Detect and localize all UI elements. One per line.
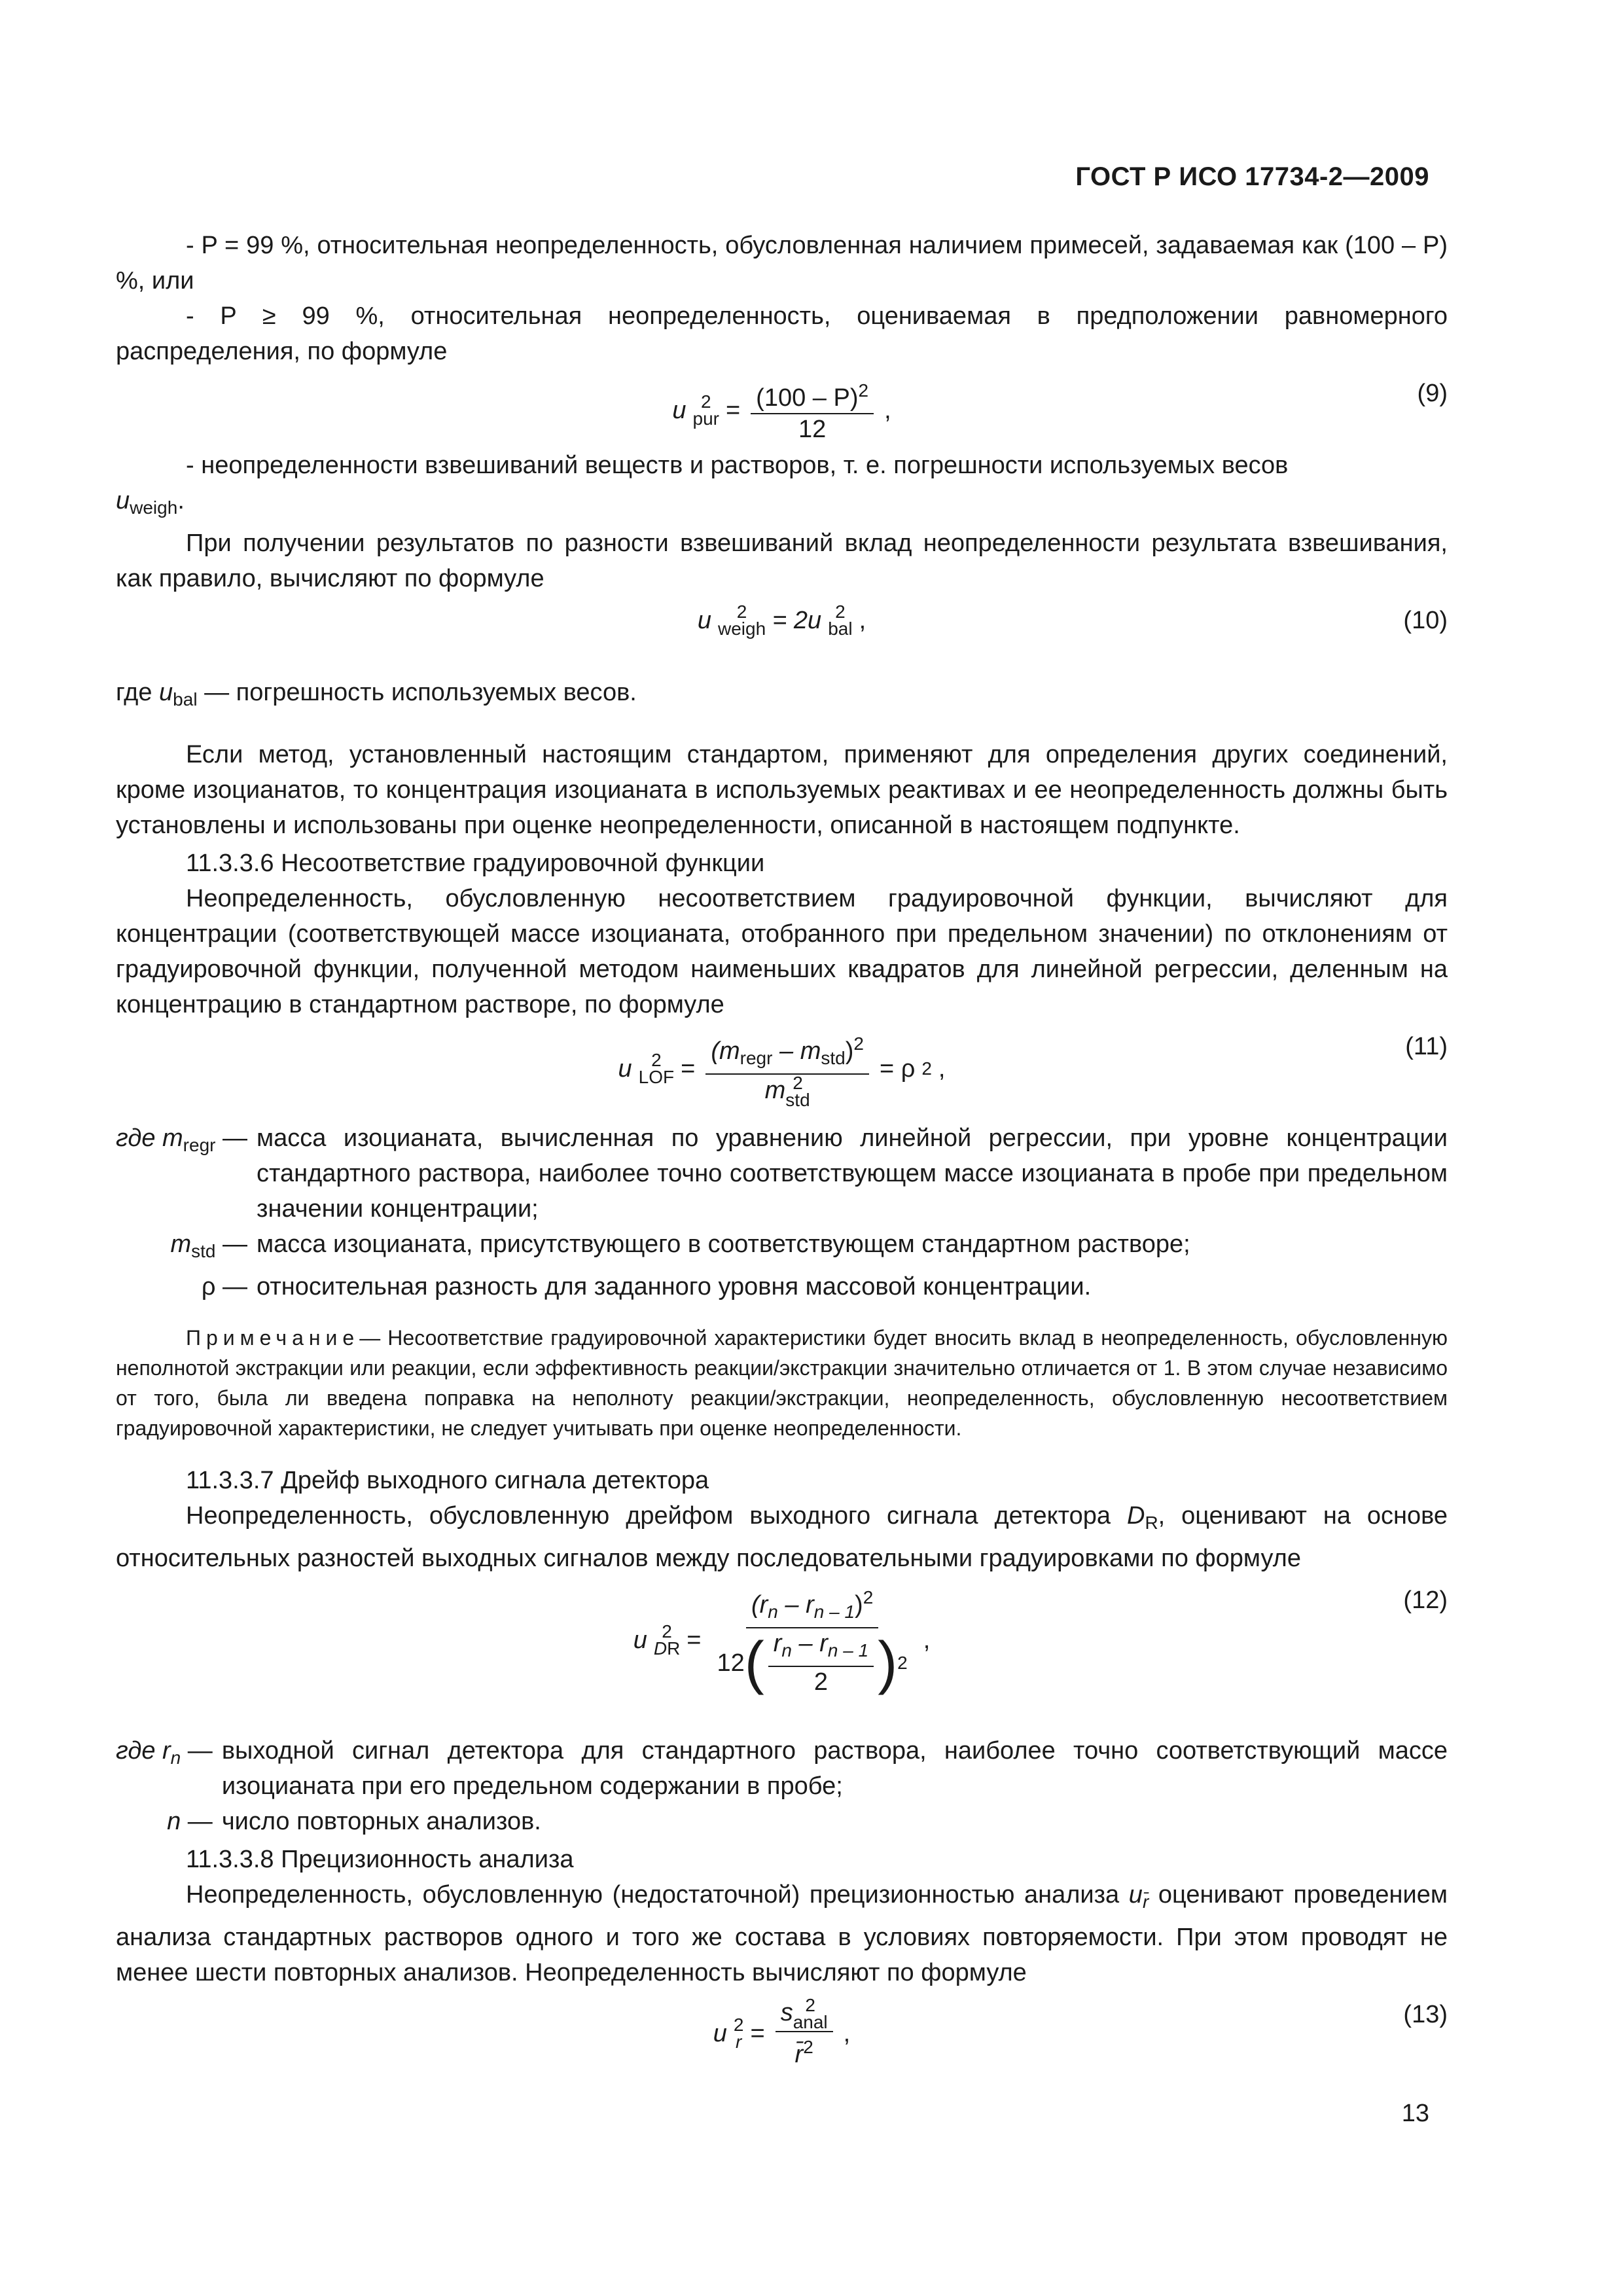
def-desc-n: число повторных анализов.	[221, 1808, 541, 1835]
formula-13-fraction: s 2 anal r̄$^2$	[776, 1997, 833, 2070]
formula-12-num-mid: – r	[777, 1591, 814, 1619]
def-term-rho: ρ —	[201, 1273, 248, 1300]
formula-13-lhs: u	[713, 2019, 727, 2047]
formula-9-fraction: $\frac{(100 - P)^2}{12}$	[751, 376, 874, 444]
def-desc-rho: относительная разность для заданного уровня массовой концентрации.	[257, 1273, 1092, 1300]
drift-var: D	[1126, 1502, 1145, 1530]
formula-9-lhs: u	[672, 396, 687, 424]
def-term-mregr: где $m_{regr}$ —	[116, 1124, 248, 1155]
def-desc-rn: выходной сигнал детектора для стандартного раствора, наиболее точно соответствующий массе изоцианата при его предельном содержании в пробе;	[221, 1737, 1448, 1800]
def-desc-mregr: масса изоцианата, вычисленная по уравнению линейной регрессии, при уровне концентрации стандартного раствора, наиболее точно соответствующем массе изоцианата в пробе при предельном значении концентрации;	[257, 1124, 1448, 1223]
paragraph-weighing-uncertainty	[116, 448, 1448, 483]
formula-9-lhs-sub: pur	[692, 408, 719, 429]
page-number: 13	[1401, 2100, 1429, 2127]
drift-sub: R	[1145, 1513, 1158, 1533]
def-term-rn-text: где r	[116, 1737, 171, 1765]
formula-13-den: r̄	[794, 2041, 804, 2068]
formula-13-number: (13)	[1403, 2001, 1448, 2028]
ubal-desc: — погрешность используемых весов.	[197, 679, 637, 706]
formula-11-lhs-sub: LOF	[638, 1067, 675, 1087]
formula-12-lhs: u	[633, 1626, 647, 1654]
formula-9-number: (9)	[1417, 380, 1448, 407]
ubal-sub: bal	[173, 689, 198, 709]
formula-13	[116, 1997, 1448, 2082]
note-text: — Несоответствие градуировочной характеристики будет вносить вклад в неопределенность, обусловленную неполнотой экстракции или реакции, если эффективность реакции/экстракции значительно отличается от 1. В этом случае независимо от того, была ли введена поправка на неполноту реакции/экстракции, неопределенность, обусловленную несоответствием градуировочной характеристики, не следует учитывать при оценке неопределенности.	[116, 1326, 1448, 1440]
precision-prefix: Неопределенность, обусловленную (недостаточной) прецизионностью анализа	[186, 1881, 1129, 1909]
formula-12-fraction: $(r_n - r_{n - 1})^2$ 12 ( $\frac{r_n - r_{n - 1}}{2}$ ) 2	[712, 1583, 913, 1697]
formula-10-rhs: = 2u	[772, 607, 822, 634]
def-term-n-text: n	[167, 1808, 181, 1835]
weighing-tail-sub: weigh	[130, 497, 178, 518]
formula-11-fraction: $(m_{regr} - m_{std})^2$ m 2 std	[705, 1029, 869, 1109]
formula-10-lhs: u	[697, 607, 711, 634]
definitions-formula-11	[116, 1121, 1448, 1304]
section-11-3-3-7-title: 11.3.3.7 Дрейф выходного сигнала детектора	[186, 1467, 709, 1494]
formula-11-num-a: (m	[711, 1037, 740, 1065]
note-label: Примечание	[186, 1326, 360, 1350]
def-term-rn-sub: n	[170, 1748, 181, 1768]
paragraph-lof: Неопределенность, обусловленную несоответствием градуировочной функции, вычисляют для концентрации (соответствующей массе изоцианата, отобранного при предельном значении) по отклонениям от градуировочной функции, полученной методом наименьших квадратов для линейной регрессии, деленным на концентрацию в стандартном растворе, по формуле	[116, 885, 1448, 1018]
def-term-n: n —	[167, 1808, 213, 1835]
def-term-mstd-sub: std	[191, 1241, 216, 1261]
formula-12-lhs-subsub: R	[667, 1638, 681, 1659]
precision-var: u	[1128, 1881, 1143, 1909]
formula-12-number: (12)	[1403, 1587, 1448, 1614]
formula-11-den: m	[764, 1077, 786, 1105]
section-11-3-3-6-title: 11.3.3.6 Несоответствие градуировочной функции	[186, 850, 765, 877]
paragraph-precision	[116, 1877, 1448, 1990]
formula-13-expression: u 2 r = s 2 anal r̄$^2$ ,	[713, 1995, 851, 2068]
formula-13-lhs-sub: r	[736, 2031, 742, 2052]
formula-12-num-end: )	[855, 1591, 863, 1619]
formula-11-num-b-sub: std	[821, 1048, 846, 1068]
formula-12	[116, 1583, 1448, 1727]
paragraph-purity-99: - P = 99 %, относительная неопределенность, обусловленная наличием примесей, задаваемая как (100 – P) %, или	[116, 232, 1448, 295]
formula-11-number: (11)	[1405, 1033, 1448, 1060]
formula-11-num-a-sub: regr	[740, 1048, 773, 1068]
page-content	[116, 228, 1448, 2089]
formula-10-number: (10)	[1403, 607, 1448, 634]
formula-12-num: (r	[751, 1591, 768, 1619]
paragraph-ubal-definition	[116, 675, 1448, 717]
formula-12-num-sub2: n – 1	[813, 1602, 855, 1622]
formula-12-inner-num: r	[773, 1630, 782, 1657]
formula-12-inner-sub2: n – 1	[827, 1640, 869, 1660]
definitions-formula-12	[116, 1733, 1448, 1839]
formula-13-num-sub: anal	[793, 2012, 828, 2032]
def-term-mregr-sub: regr	[183, 1135, 216, 1155]
formula-11-num-b: – m	[772, 1037, 821, 1065]
paragraph-weighing-text: - неопределенности взвешиваний веществ и растворов, т. е. погрешности используемых весов	[186, 452, 1289, 479]
formula-12-lhs-sub: D	[653, 1638, 668, 1659]
formula-10-rhs-sub: bal	[828, 619, 853, 639]
formula-11-lhs: u	[618, 1055, 632, 1083]
formula-12-den-pre: 12	[717, 1649, 745, 1677]
def-term-rn: где $r_n$ —	[116, 1737, 213, 1768]
formula-12-inner-den: 2	[813, 1668, 829, 1696]
def-term-mstd: $m_{std}$ —	[170, 1230, 248, 1261]
precision-sub: r̄	[1142, 1892, 1149, 1912]
paragraph-drift	[116, 1498, 1448, 1576]
def-term-mregr-text: где m	[116, 1124, 183, 1152]
document-header: ГОСТ Р ИСО 17734-2—2009	[1075, 162, 1429, 191]
formula-9-expression: u 2 pur = $\frac{(100 - P)^2}{12}$ ,	[672, 376, 891, 444]
formula-9	[116, 376, 1448, 441]
precision-suffix: оценивают проведением анализа стандартных растворов одного и того же состава в условиях повторяемости. При этом проводят не менее шести повторных анализов. Неопределенность вычисляют по формуле	[116, 1881, 1448, 1986]
formula-13-num: s	[780, 1999, 793, 2027]
def-desc-mstd: масса изоцианата, присутствующего в соответствующем стандартном растворе;	[257, 1230, 1190, 1258]
formula-10-lhs-sub: weigh	[718, 619, 766, 639]
paragraph-weighing-tail: $u_{weigh}$.	[116, 487, 185, 518]
formula-11-den-sub: std	[785, 1090, 810, 1110]
ubal-var: u	[159, 679, 173, 706]
paragraph-weighing-difference: При получении результатов по разности взвешиваний вклад неопределенности результата взвешивания, как правило, вычисляют по формуле	[116, 529, 1448, 592]
section-11-3-3-8-title: 11.3.3.8 Прецизионность анализа	[186, 1846, 574, 1873]
formula-9-denominator: 12	[798, 416, 827, 443]
drift-suffix: , оценивают на основе относительных разностей выходных сигналов между последовательными градуировками по формуле	[116, 1502, 1448, 1572]
formula-12-num-sub1: n	[768, 1602, 778, 1622]
paragraph-other-compounds: Если метод, установленный настоящим стандартом, применяют для определения других соединений, кроме изоцианатов, то концентрация изоцианата в используемых реактивах и ее неопределенность должны быть установлены и использованы при оценке неопределенности, описанной в настоящем подпункте.	[116, 741, 1448, 839]
weighing-tail-var: u	[116, 487, 130, 514]
formula-11-rhs: = ρ	[879, 1055, 916, 1083]
formula-11	[116, 1029, 1448, 1114]
drift-prefix: Неопределенность, обусловленную дрейфом выходного сигнала детектора	[186, 1502, 1127, 1530]
formula-11-num-c: )	[845, 1037, 854, 1065]
paragraph-purity-ge-99: - P ≥ 99 %, относительная неопределенность, оцениваемая в предположении равномерного распределения, по формуле	[116, 302, 1448, 365]
def-term-mstd-text: m	[170, 1230, 192, 1258]
formula-10-expression: u 2 weigh = 2u 2 bal ,	[697, 601, 866, 639]
formula-12-inner-mid: – r	[792, 1630, 828, 1657]
formula-12-inner-fraction	[768, 1628, 874, 1697]
formula-11-expression: u 2 LOF = $(m_{regr} - m_{std})^2$ m 2 std = ρ 2 ,	[618, 1029, 946, 1109]
formula-12-inner-sub1: n	[781, 1640, 792, 1660]
def-term-rho-text: ρ	[201, 1273, 216, 1300]
formula-12-expression: u 2 DR = $(r_n - r_{n - 1})^2$ 12 ( $\frac{r_n - r_{n - 1}}{2}$ ) 2 ,	[633, 1583, 931, 1697]
note-block	[116, 1323, 1448, 1443]
formula-10	[116, 603, 1448, 668]
ubal-prefix: где	[116, 679, 160, 706]
formula-9-numerator: (100 – P)	[756, 384, 859, 412]
